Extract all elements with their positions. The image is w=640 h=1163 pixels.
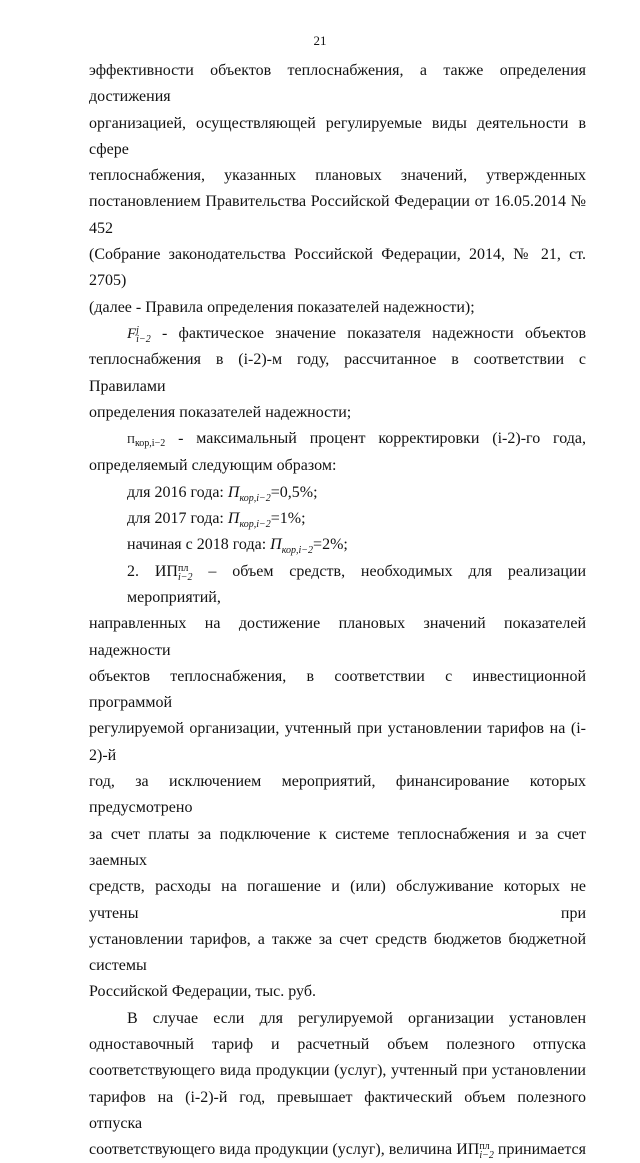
ip-definition-line: Российской Федерации, тыс. руб. bbox=[89, 983, 316, 1001]
ip-definition-line: средств, расходы на погашение и (или) обслуживание которых не учтены при bbox=[89, 878, 586, 922]
ip-definition-line: установлении тарифов, а также за счет средств бюджетов бюджетной системы bbox=[89, 930, 586, 975]
ip-definition-line: регулируемой организации, учтенный при установлении тарифов на (i-2)-й bbox=[89, 720, 586, 764]
intro-line: эффективности объектов теплоснабжения, а также определения достижения bbox=[89, 62, 586, 106]
f-definition-line: F j i−2 - фактическое значение показателя надежности объектов bbox=[127, 324, 586, 345]
case-line: соответствующего вида продукции (услуг), величина ИП пл i−2 принимается bbox=[89, 1141, 586, 1162]
ip-symbol: ИП пл i−2 bbox=[154, 562, 193, 583]
case-line: В случае если для регулируемой организации установлен bbox=[127, 1009, 586, 1027]
intro-line: (далее - Правила определения показателей надежности); bbox=[89, 298, 475, 316]
case-line: соответствующего вида продукции (услуг), учтенный при установлении bbox=[89, 1062, 586, 1080]
f-symbol: F j i−2 bbox=[127, 324, 151, 345]
ip-definition-line: объектов теплоснабжения, в соответствии с инвестиционной программой bbox=[89, 667, 586, 712]
ip-symbol: ИП пл i−2 bbox=[456, 1141, 494, 1162]
f-definition-line: определения показателей надежности; bbox=[89, 403, 352, 421]
document-body bbox=[89, 58, 586, 1163]
intro-line: теплоснабжения, указанных плановых значений, утвержденных bbox=[89, 167, 586, 185]
case-line: тарифов на (i-2)-й год, превышает фактический объем полезного отпуска bbox=[89, 1088, 586, 1132]
year-rule: начиная с 2018 года: $П_{кор,i-2}=2\%$; bbox=[127, 536, 348, 557]
ip-definition-line: за счет платы за подключение к системе теплоснабжения и за счет заемных bbox=[89, 825, 586, 869]
intro-line: (Собрание законодательства Российской Федерации, 2014, № 21, ст. 2705) bbox=[89, 246, 586, 290]
year-rule: для 2017 года: $П_{кор,i-2}=1\%$; bbox=[127, 510, 306, 531]
f-definition-line: теплоснабжения в (i-2)-м году, рассчитанное в соответствии с Правилами bbox=[89, 351, 586, 395]
intro-line: организацией, осуществляющей регулируемые виды деятельности в сфере bbox=[89, 114, 586, 158]
ip-definition-line: 2. ИП пл i−2 – объем средств, необходимых для реализации мероприятий, bbox=[127, 562, 587, 606]
p-definition-line: определяемый следующим образом: bbox=[89, 457, 337, 475]
case-line: одноставочный тариф и расчетный объем полезного отпуска bbox=[89, 1035, 586, 1053]
year-rule: для 2016 года: $П_{кор,i-2}=0,5\%$; bbox=[127, 483, 318, 504]
intro-line: постановлением Правительства Российской Федерации от 16.05.2014 № 452 bbox=[89, 193, 586, 237]
page-number: 21 bbox=[313, 33, 327, 48]
ip-definition-line: год, за исключением мероприятий, финансирование которых предусмотрено bbox=[89, 773, 586, 817]
p-definition-line: $П_{кор,i-2}$ - максимальный процент корректировки (i-2)-го года, bbox=[127, 430, 586, 450]
ip-definition-line: направленных на достижение плановых значений показателей надежности bbox=[89, 615, 586, 659]
p-symbol: $П_{кор,i-2}$ bbox=[127, 434, 166, 450]
